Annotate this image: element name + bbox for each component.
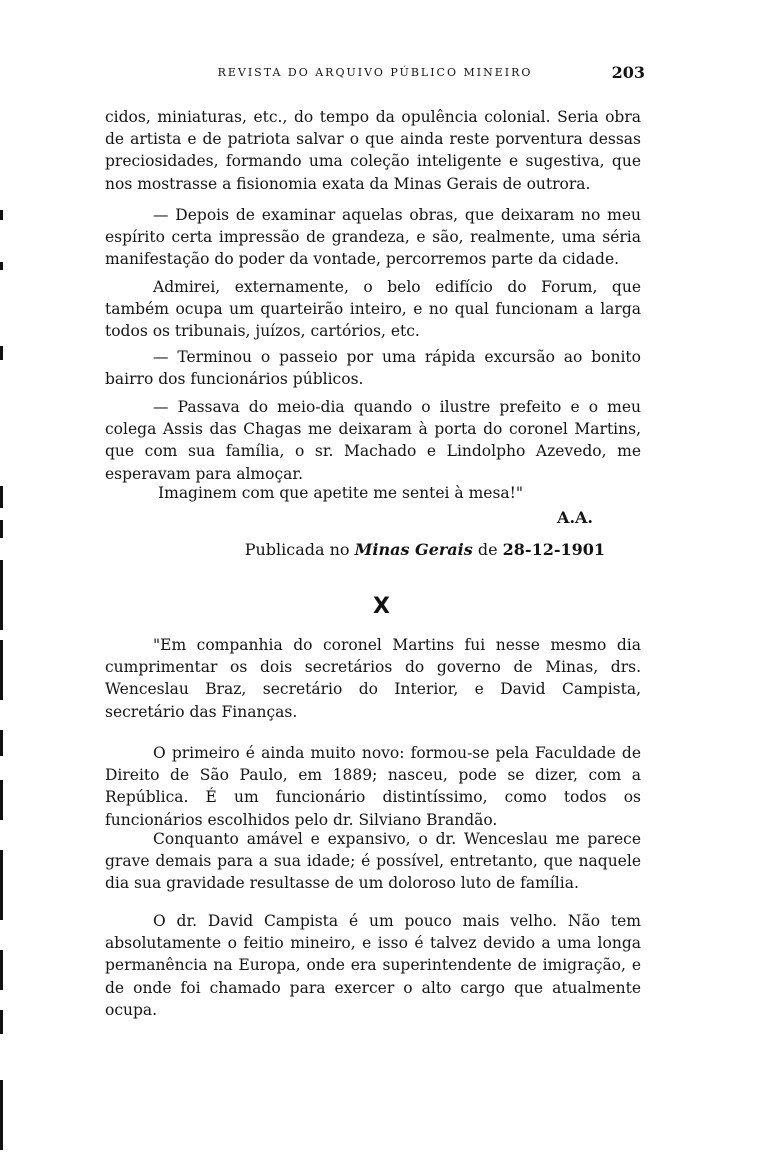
paragraph-9 <box>105 828 641 895</box>
gazette-name: Minas Gerais <box>354 540 473 559</box>
paragraph-4 <box>105 346 641 390</box>
paragraph-8 <box>105 742 641 831</box>
running-header <box>105 63 645 86</box>
paragraph-text: "Em companhia do coronel Martins fui nesse mesmo dia cumprimentar os dois secretários do governo de Minas, drs. Wenceslau Braz, secretário do Interior, e David Campista, secretário das Finanças. <box>105 636 641 721</box>
paragraph-1 <box>105 106 641 195</box>
publication-date: 28-12-1901 <box>502 540 605 559</box>
paragraph-7 <box>105 634 641 723</box>
author-initials: A.A. <box>557 508 593 527</box>
scan-edge-marks <box>0 0 6 1163</box>
paragraph-2 <box>105 204 641 271</box>
paragraph-text: Admirei, externamente, o belo edifício do Forum, que também ocupa um quarteirão inteiro, e no qual funcionam a larga todos os tribunais, juízos, cartórios, etc. <box>105 278 641 341</box>
paragraph-text: O dr. David Campista é um pouco mais velho. Não tem absolutamente o feitio mineiro, e isso é talvez devido a uma longa permanência na Europa, onde era superintendente de imigração, e de onde foi chamado para exercer o alto cargo que atualmente ocupa. <box>105 912 641 1019</box>
journal-title: REVISTA DO ARQUIVO PÚBLICO MINEIRO <box>217 66 533 79</box>
paragraph-text: Conquanto amável e expansivo, o dr. Wenceslau me parece grave demais para a sua idade; é possível, entretanto, que naquele dia sua gravidade resultasse de um doloroso luto de família. <box>105 830 641 893</box>
publication-note <box>245 540 605 559</box>
paragraph-text: O primeiro é ainda muito novo: formou-se pela Faculdade de Direito de São Paulo, em 1889; nasceu, pode se dizer, com a República. É um funcionário distintíssimo, como todos os funcionários escolhidos pelo dr. Silviano Brandão. <box>105 744 641 829</box>
publication-connector: de <box>477 540 498 559</box>
paragraph-5 <box>105 396 641 485</box>
closing-quote-line: Imaginem com que apetite me sentei à mesa!" <box>158 484 523 502</box>
paragraph-text: — Terminou o passeio por uma rápida excursão ao bonito bairro dos funcionários públicos. <box>105 348 641 389</box>
paragraph-text: — Passava do meio-dia quando o ilustre prefeito e o meu colega Assis das Chagas me deixaram à porta do coronel Martins, que com sua família, o sr. Machado e Lindolpho Azevedo, me esperavam para almoçar. <box>105 398 641 483</box>
paragraph-3 <box>105 276 641 343</box>
chapter-numeral: X <box>373 594 390 619</box>
paragraph-text: — Depois de examinar aquelas obras, que deixaram no meu espírito certa impressão de grandeza, e são, realmente, uma séria manifestação do poder da vontade, percorremos parte da cidade. <box>105 206 641 269</box>
paragraph-10 <box>105 910 641 1021</box>
page-number: 203 <box>611 63 645 82</box>
paragraph-text: cidos, miniaturas, etc., do tempo da opulência colonial. Seria obra de artista e de patriota salvar o que ainda reste porventura dessas preciosidades, formando uma coleção inteligente e sugestiva, que nos mostrasse a fisionomia exata da Minas Gerais de outrora. <box>105 108 641 193</box>
publication-prefix: Publicada no <box>244 540 350 559</box>
